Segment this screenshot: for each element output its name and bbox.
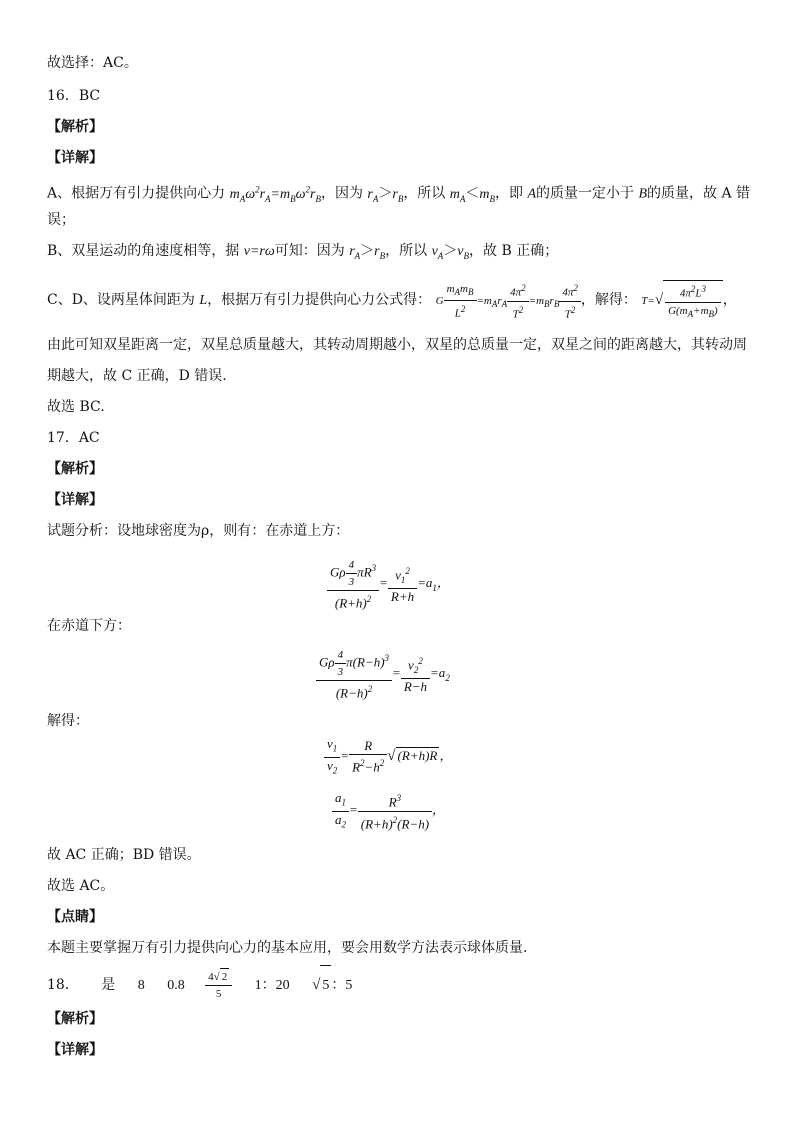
paragraph-b: B、双星运动的角速度相等，据 v=rω可知：因为 $r_A>r_B$，所以 $v_A>v_B$，故 B 正确； [47, 243, 559, 261]
section-heading-detail: 【详解】 [47, 1042, 103, 1058]
formula-inline: $m_A\omega^2r_A=m_B\omega^2r_B$ [229, 184, 321, 204]
analysis-text: 故 AC 正确；BD 错误。 [47, 847, 201, 863]
equation-above-equator: Gρ $\frac{4}{3}$ $\pi R^3$ $(R+h)^2$ = $\frac{v_1^2}{R+h}$ $=a_1$， [327, 557, 450, 611]
formula-fraction: $\frac{4√ 2}{5}$ [205, 968, 232, 1002]
formula-gravity: G $\frac{m_Am_B}{L^2}$ $=m_Ar_A$ $\frac{4\pi^2}{T^2}$ $=m_Br_B$ $\frac{4\pi^2}{T^2}$ [436, 295, 581, 307]
equation-below-equator: Gρ $\frac{4}{3}$ $\pi(R-h)^3$ $(R-h)^2$ = $\frac{v_2^2}{R-h}$ $=a_2$ [316, 647, 450, 701]
answer-line: 故选 AC。 [47, 878, 115, 894]
section-heading-detail: 【详解】 [47, 150, 103, 166]
equation-velocity-ratio: $\frac{v_1}{v_2}$ = $\frac{R}{R^2-h^2}$ √ (R+h)R ， [324, 736, 452, 778]
formula-inline: $r_A$ [367, 186, 379, 204]
section-heading-analysis: 【解析】 [47, 119, 103, 135]
question-18-answers: 18． 是 8 0.8 $\frac{4√ 2}{5}$ 1：20 √ 5 ：5 [47, 965, 352, 1006]
answer-line: 故选择：AC。 [47, 55, 138, 71]
formula-inline: $m_A$ [449, 186, 466, 204]
formula-inline: v=rω [243, 244, 275, 259]
analysis-text: 在赤道下方： [47, 618, 131, 634]
paragraph-a-cont: 误； [47, 212, 75, 228]
comment-text: 本题主要掌握万有引力提供向心力的基本应用，要会用数学方法表示球体质量. [47, 940, 528, 956]
formula-sqrt5: √ 5 [312, 978, 331, 993]
section-heading-analysis: 【解析】 [47, 461, 103, 477]
question-17-answer: 17．AC [47, 430, 100, 446]
analysis-text: 解得： [47, 713, 89, 729]
formula-period: T=√ $\frac{4\pi^2L^3}{G(m_A+m_B)}$ [641, 295, 722, 307]
section-heading-detail: 【详解】 [47, 492, 103, 508]
paragraph-a: A、根据万有引力提供向心力 $m_A\omega^2r_A=m_B\omega^2r_B$，因为 $r_A>r_B$，所以 $m_A<m_B$，即 A的质量一定小于 B的质量，故 A 错 [47, 184, 751, 204]
question-16-answer: 16．BC [47, 88, 101, 104]
answer-line: 故选 BC. [47, 399, 105, 415]
equation-acceleration-ratio: $\frac{a_1}{a_2}$ = $\frac{R^3}{(R+h)^2(R-h)}$ ， [332, 790, 445, 832]
paragraph-conclusion: 由此可知双星距离一定，双星总质量越大，其转动周期越小，双星的总质量一定，双星之间的距离越大，其转动周 [47, 337, 747, 353]
section-heading-comment: 【点睛】 [47, 909, 103, 925]
section-heading-analysis: 【解析】 [47, 1011, 103, 1027]
analysis-text: 试题分析：设地球密度为ρ，则有：在赤道上方： [47, 523, 350, 539]
paragraph-cd: C、D、设两星体间距为 L，根据万有引力提供向心力公式得： G $\frac{m_Am_B}{L^2}$ $=m_Ar_A$ $\frac{4\pi^2}{T^2}$ $=m_Br_B$ $\frac{4\pi^2}{T^2}$ ，解得： T=√ $\frac{4\pi^2L^3}{G(m_A+m_B)}$ ， [47, 280, 737, 324]
paragraph-conclusion-cont: 期越大，故 C 正确，D 错误. [47, 368, 227, 384]
